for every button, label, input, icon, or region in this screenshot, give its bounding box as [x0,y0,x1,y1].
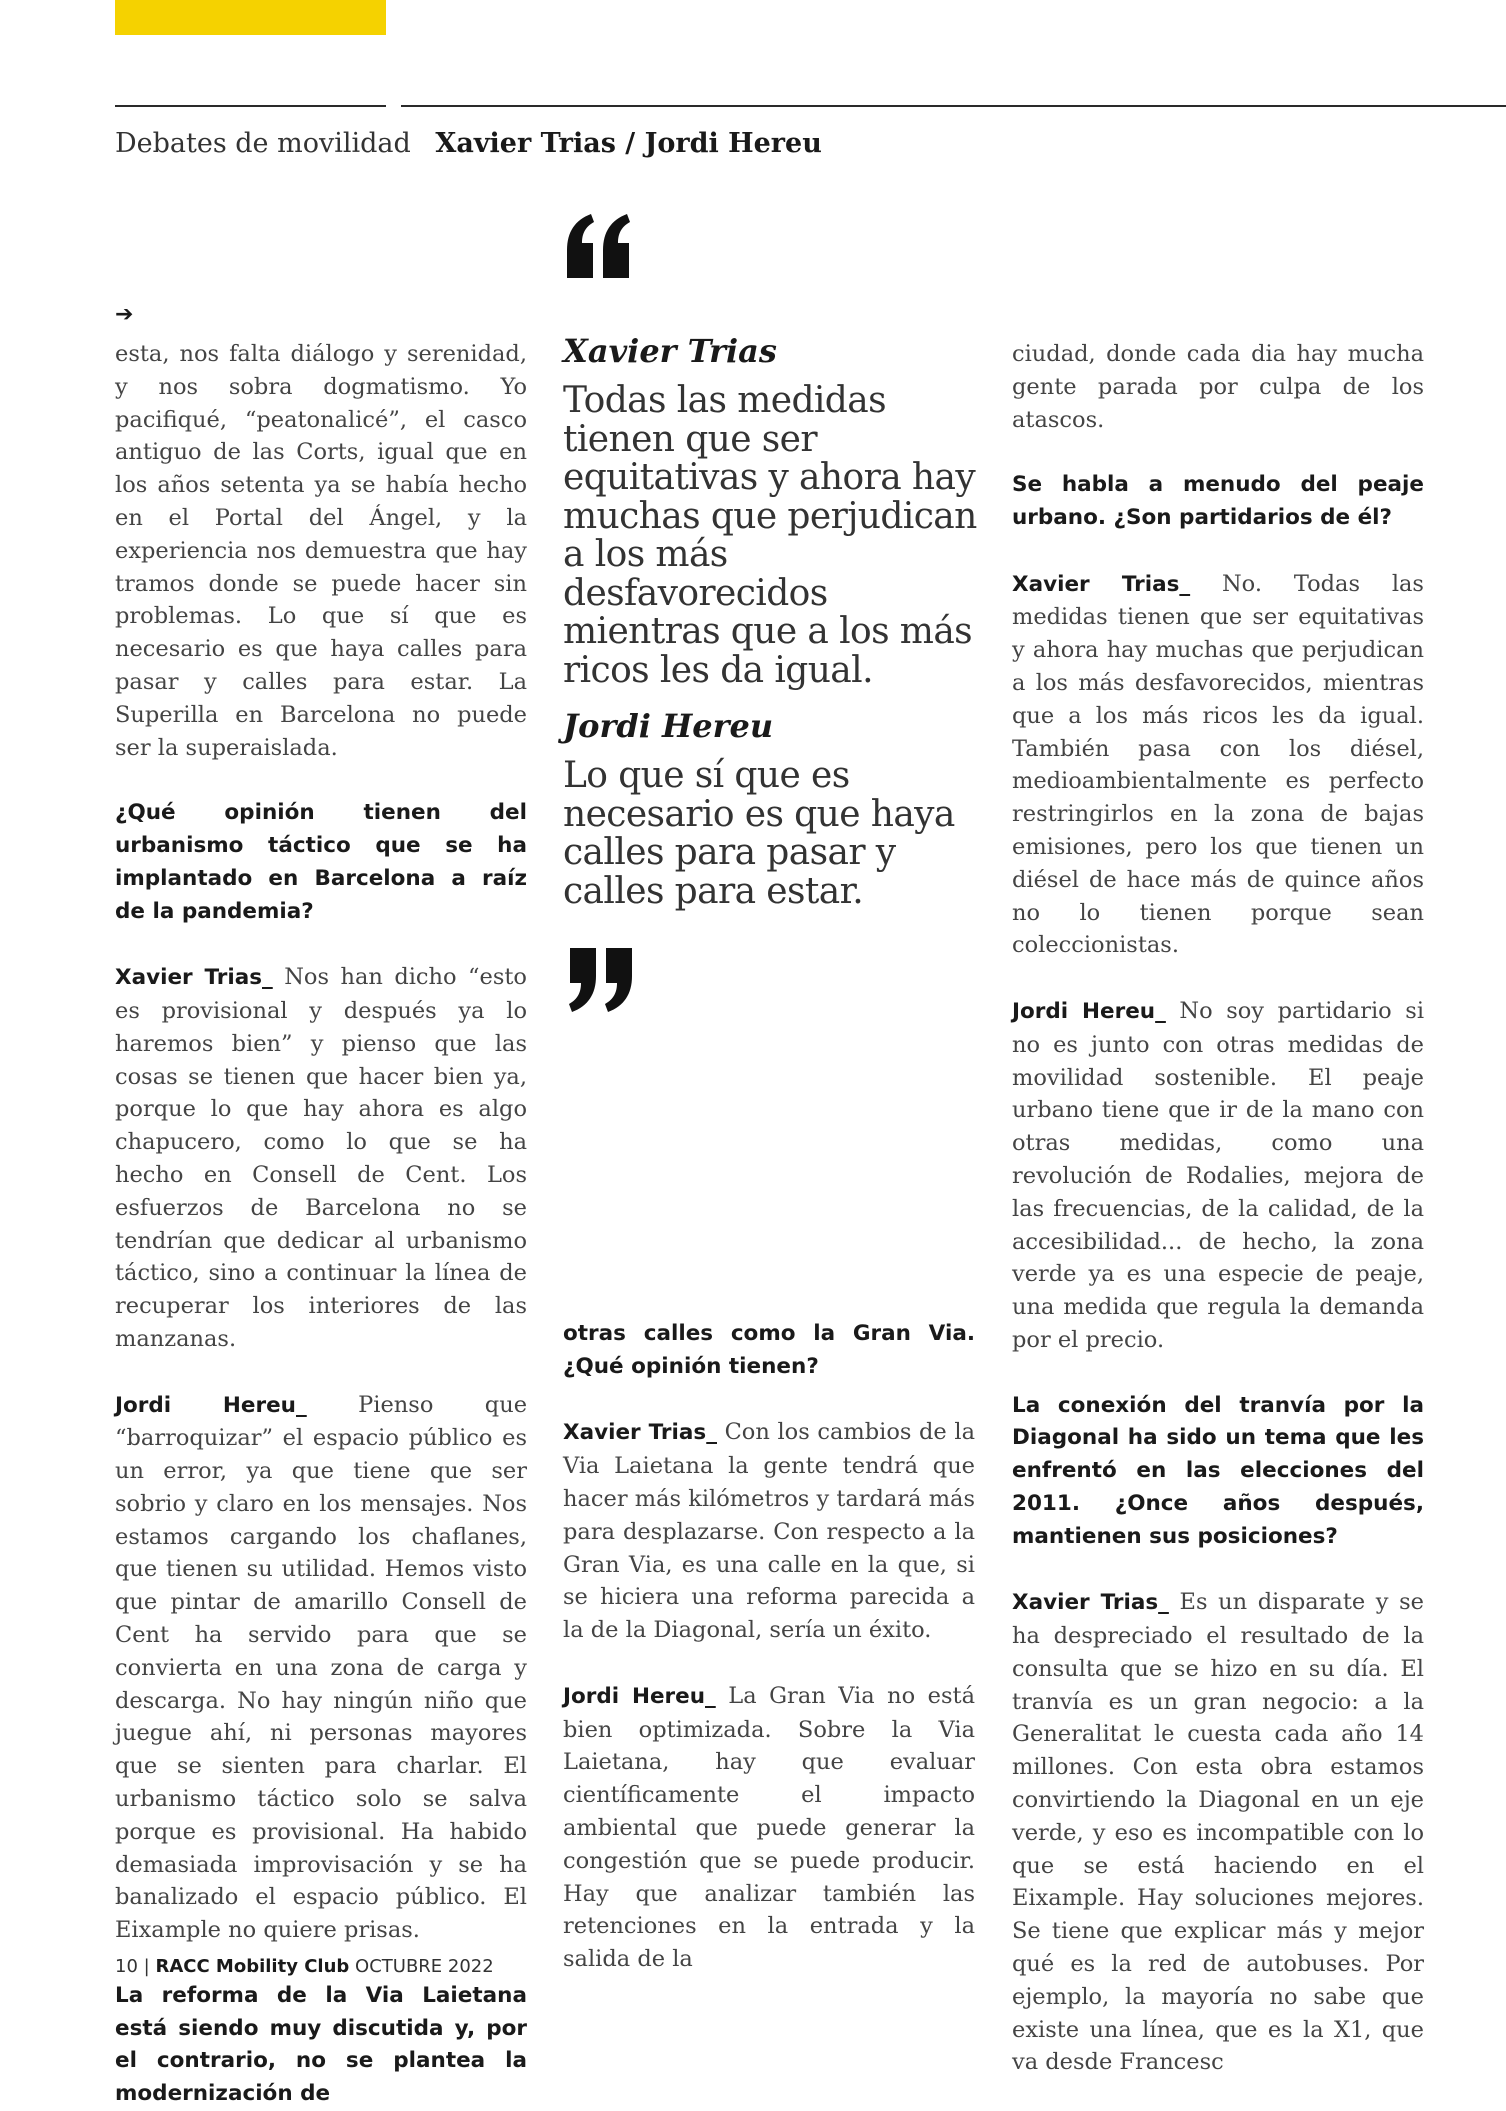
speaker-name: Jordi Hereu_ [563,1683,716,1709]
page-number: 10 [115,1956,138,1977]
answer [115,961,527,1356]
answer [1012,1586,1424,2079]
accent-bar [115,0,386,35]
speaker-name: Jordi Hereu_ [115,1392,307,1418]
continue-arrow-icon: ➔ [115,302,134,327]
article-authors: Xavier Trias / Jordi Hereu [435,128,822,159]
footer-separator: | [143,1956,150,1977]
question: La conexión del tranvía por la Diagonal ha sido un tema que les enfrentó en las elecciones del 2011. ¿Once años después, mantienen sus posiciones? [1012,1392,1424,1549]
answer-text: No. Todas las medidas tienen que ser equitativas y ahora hay muchas que perjudican a los más desfavorecidos, mientras que a los más ricos les da igual. También pasa con los diésel, medioambientalmente es perfecto restringirlos en la zona de bajas emisiones, pero los que tienen un diésel de hace más de quince años no lo tienen porque sean coleccionistas. [1012,570,1424,959]
close-quote-icon [566,940,636,1020]
header-rule-left [115,105,386,107]
answer-text: Es un disparate y se ha despreciado el resultado de la consulta que se hizo en su día. El tranvía es un gran negocio: a la Generalitat le cuesta cada año 14 millones. Con esta obra estamos convirtiendo la Diagonal en un eje verde, y eso es incompatible con lo que se está haciendo en el Eixample. Hay soluciones mejores. Se tiene que explicar más y mejor qué es la red de autobuses. Por ejemplo, la mayoría no sabe que existe una línea, que es la X1, que va desde Francesc [1012,1589,1424,2076]
paragraph: esta, nos falta diálogo y serenidad, y nos sobra dogmatismo. Yo pacifiqué, “peatonalicé”, el casco antiguo de las Corts, igual que en los años setenta ya se había hecho en el Portal del Ángel, y la experiencia nos demuestra que hay tramos donde se puede hacer sin problemas. Lo que sí que es necesario es que haya calles para pasar y calles para estar. La Superilla en Barcelona no puede ser la superaislada. [115,341,527,761]
question: La reforma de la Via Laietana está siendo muy discutida y, por el contrario, no se plantea la modernización de [115,1982,527,2107]
answer-text: La Gran Via no está bien optimizada. Sobre la Via Laietana, hay que evaluar científicamente el impacto ambiental que puede generar la congestión que se puede producir. Hay que analizar también las retenciones en la entrada y la salida de la [563,1682,975,1973]
pullquote-text-2: Lo que sí que es necesario es que haya calles para pasar y calles para estar. [563,755,955,912]
pullquote-text-1: Todas las medidas tienen que ser equitativas y ahora hay muchas que perjudican a los más desfavorecidos mientras que a los más ricos les da igual. [563,380,977,691]
speaker-name: Xavier Trias_ [115,965,273,991]
issue-date: OCTUBRE 2022 [355,1956,494,1977]
answer-text: Nos han dicho “esto es provisional y después ya lo haremos bien” y pienso que las cosas se tienen que hacer bien ya, porque lo que hay ahora es algo chapucero, como lo que se ha hecho en Consell de Cent. Los esfuerzos de Barcelona no se tendrían que dedicar al urbanismo táctico, sino a continuar la línea de recuperar los interiores de las manzanas. [115,964,527,1352]
question-continued: otras calles como la Gran Via. ¿Qué opinión tienen? [563,1321,975,1379]
speaker-name: Xavier Trias_ [1012,1590,1169,1616]
paragraph: ciudad, donde cada dia hay mucha gente parada por culpa de los atascos. [1012,341,1424,433]
speaker-name: Jordi Hereu_ [1012,998,1166,1024]
column-3 [1012,338,1424,2079]
answer-text: Con los cambios de la Via Laietana la gente tendrá que hacer más kilómetros y tardará más para desplazarse. Con respecto a la Gran Via, es una calle en la que, si se hiciera una reforma parecida a la de la Diagonal, sería un éxito. [563,1419,975,1644]
open-quote-icon [563,210,633,290]
answer [563,1680,975,1976]
answer [1012,568,1424,963]
page-header [115,128,822,159]
answer-text: No soy partidario si no es junto con otras medidas de movilidad sostenible. El peaje urbano tiene que ir de la mano con otras medidas, como una revolución de Rodalies, mejora de las frecuencias, de la calidad, de la accesibilidad... de hecho, la zona verde ya es una especie de peaje, una medida que regula la demanda por el precio. [1012,997,1425,1353]
page-footer [115,1956,494,1977]
pullquote-name-2: Jordi Hereu [563,707,774,745]
speaker-name: Xavier Trias_ [563,1420,717,1446]
column-1 [115,338,527,2111]
answer [563,1416,975,1647]
header-rule-right [401,105,1506,107]
answer [115,1389,527,1948]
pullquote-name-1: Xavier Trias [563,332,777,370]
question: Se habla a menudo del peaje urbano. ¿Son partidarios de él? [1012,472,1424,530]
question: ¿Qué opinión tienen del urbanismo táctico que se ha implantado en Barcelona a raíz de la pandemia? [115,800,527,924]
column-2 [563,1318,975,1976]
speaker-name: Xavier Trias_ [1012,571,1191,597]
magazine-brand: RACC Mobility Club [155,1956,350,1977]
answer [1012,995,1424,1357]
section-title: Debates de movilidad [115,128,411,159]
answer-text: Pienso que “barroquizar” el espacio público es un error, ya que tiene que ser sobrio y claro en los mensajes. Nos estamos cargando los chaflanes, que tienen su utilidad. Hemos visto que pintar de amarillo Consell de Cent ha servido para que se convierta en una zona de carga y descarga. No hay ningún niño que juegue ahí, ni personas mayores que se sienten para charlar. El urbanismo táctico solo se salva porque es provisional. Ha habido demasiada improvisación y se ha banalizado el espacio público. El Eixample no quiere prisas. [115,1391,528,1944]
